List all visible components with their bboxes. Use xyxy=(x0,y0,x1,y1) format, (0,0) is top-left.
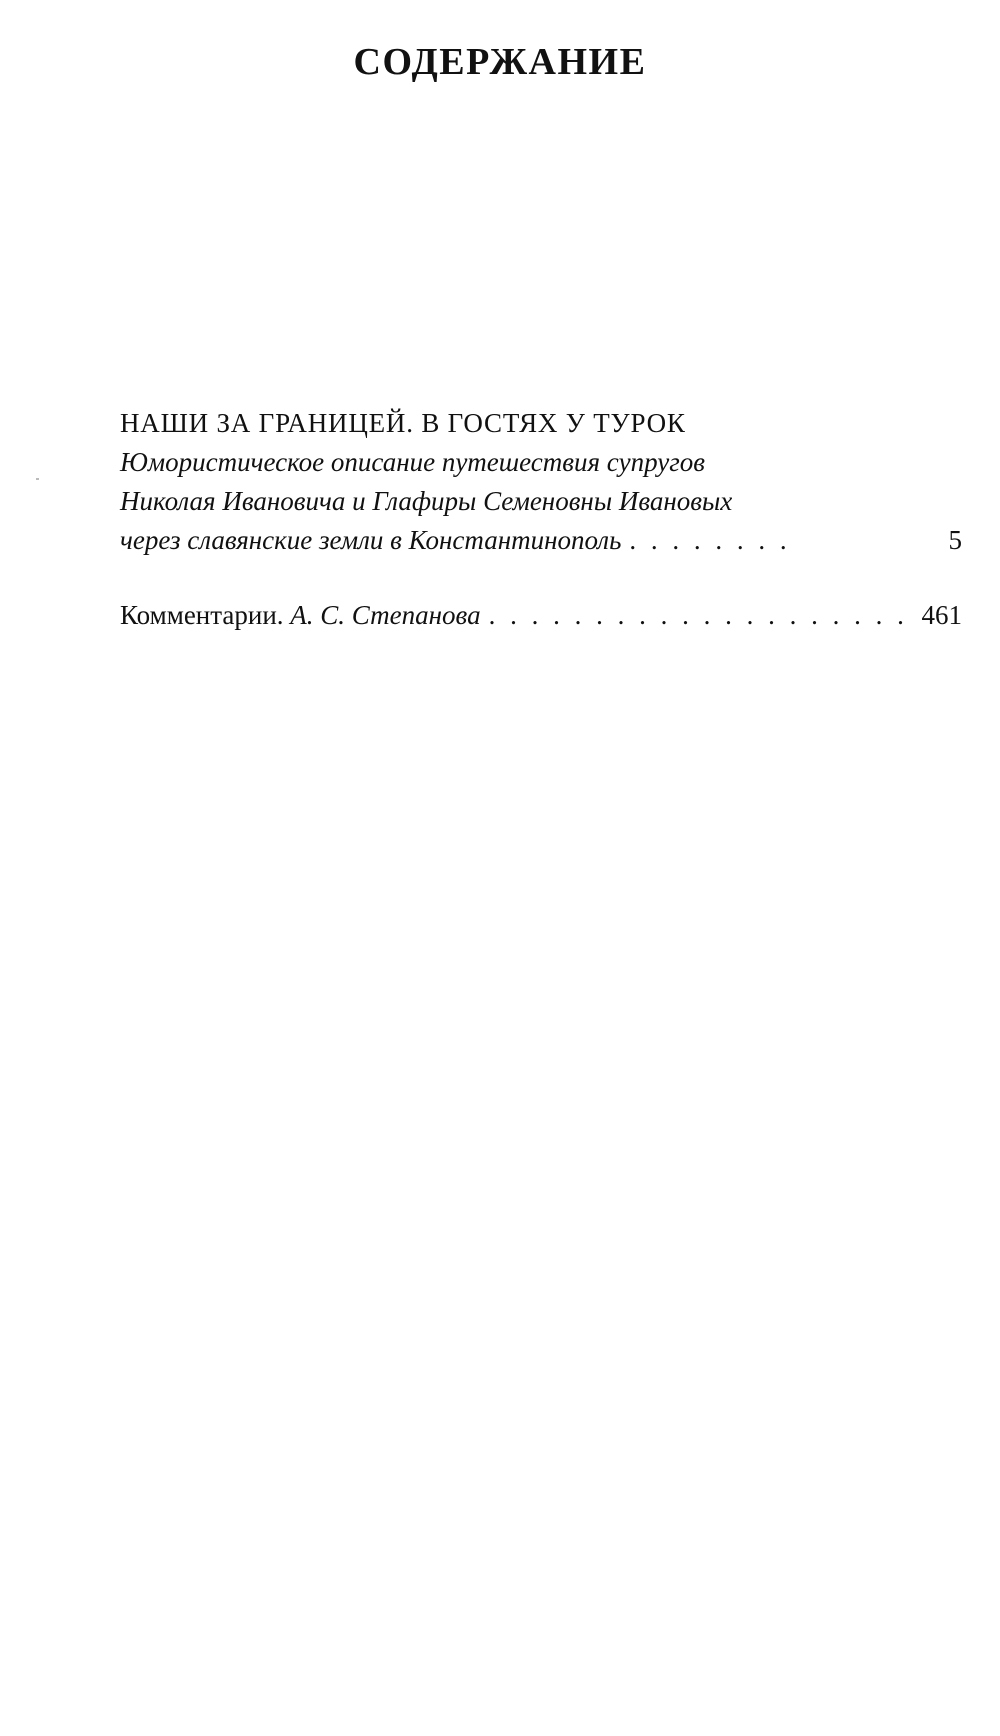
scan-speck xyxy=(36,478,39,480)
toc-entry-title xyxy=(120,596,481,635)
toc-entry-leader-line xyxy=(120,596,962,635)
toc-entry-subtitle-line: Николая Ивановича и Глафиры Семеновны Ивановых xyxy=(120,486,733,516)
page-title: СОДЕРЖАНИЕ xyxy=(353,41,647,83)
toc-entry-page-number: 461 xyxy=(921,600,962,630)
toc-entry[interactable] xyxy=(120,404,962,560)
toc-entry-label: Комментарии. xyxy=(120,600,284,630)
toc-entry-title: НАШИ ЗА ГРАНИЦЕЙ. В ГОСТЯХ У ТУРОК xyxy=(120,408,686,438)
toc-entry-subtitle-line: через славянские земли в Константинополь xyxy=(120,525,622,555)
toc-entry[interactable] xyxy=(120,596,962,635)
toc-entry-author: А. С. Степанова xyxy=(290,600,481,630)
dot-leader xyxy=(629,521,789,560)
toc-entry-leader-line xyxy=(120,521,962,560)
toc-entry-subtitle-line: Юмористическое описание путешествия супругов xyxy=(120,447,705,477)
dot-leader xyxy=(489,596,914,635)
toc-entry-page-number: 5 xyxy=(948,525,962,555)
table-of-contents xyxy=(120,404,962,635)
